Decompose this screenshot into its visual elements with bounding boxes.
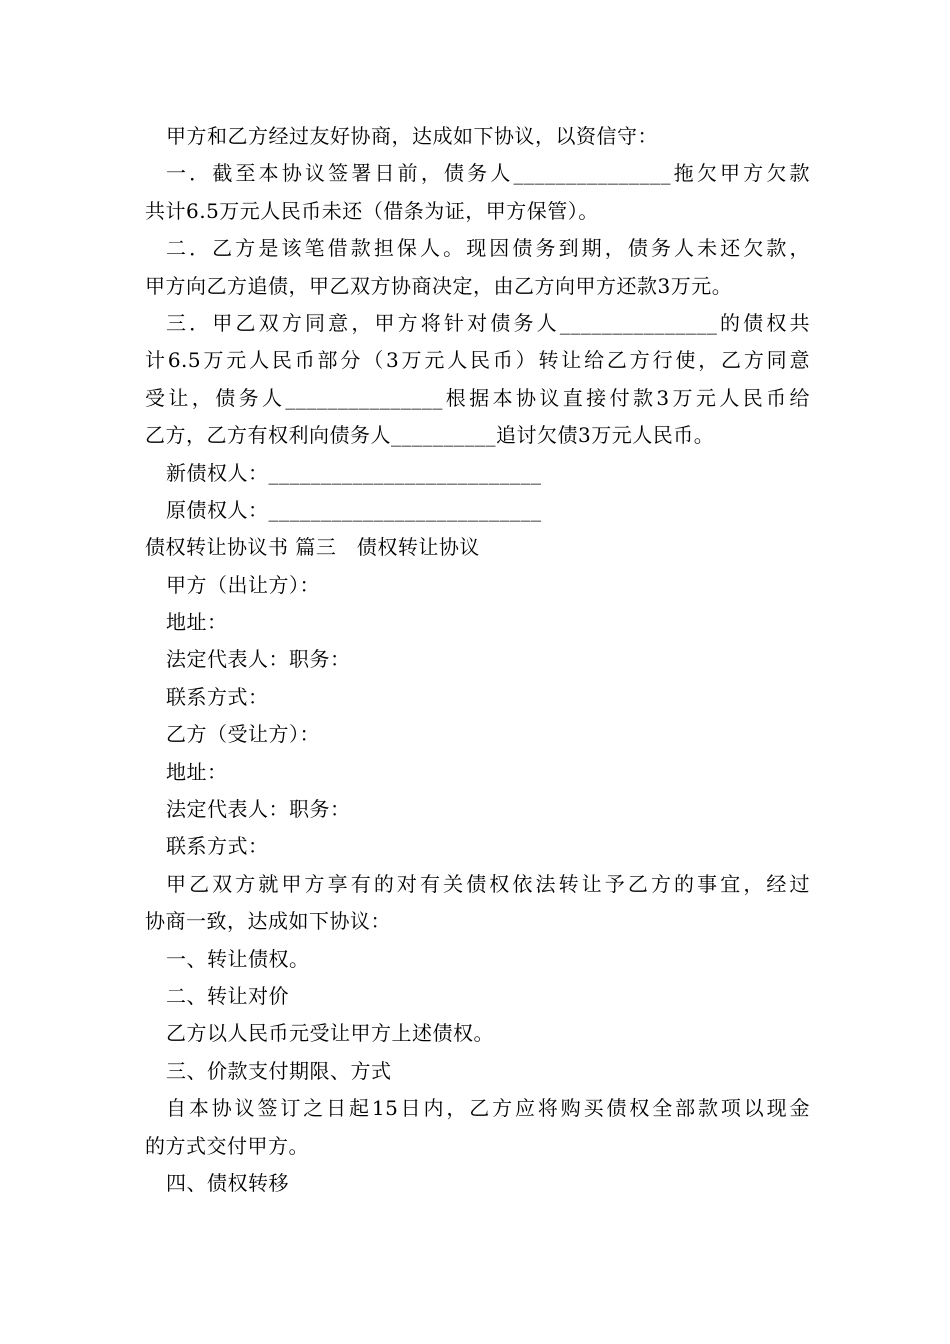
text-line: 原债权人：__________________________: [166, 497, 542, 522]
text-line: 共计6.5万元人民币未还（借条为证，甲方保管）。: [145, 198, 599, 223]
text-line: 联系方式：: [166, 684, 269, 709]
text-line: 二．乙方是该笔借款担保人。现因债务到期，债务人未还欠款，: [166, 236, 810, 261]
text-line: 地址：: [166, 759, 228, 784]
section-heading: 债权转让协议书 篇三 债权转让协议: [145, 535, 480, 560]
text-line: 受让，债务人_______________根据本协议直接付款3万元人民币给: [145, 385, 810, 410]
text-line: 地址：: [166, 610, 228, 635]
text-line: 三、价款支付期限、方式: [166, 1058, 392, 1083]
text-line: 自本协议签订之日起15日内，乙方应将购买债权全部款项以现金: [166, 1096, 810, 1121]
text-line: 四、债权转移: [166, 1170, 289, 1195]
text-line: 二、转让对价: [166, 983, 289, 1008]
text-line: 甲方向乙方追债，甲乙双方协商决定，由乙方向甲方还款3万元。: [145, 273, 733, 298]
text-line: 一、转让债权。: [166, 946, 310, 971]
text-line: 甲方和乙方经过友好协商，达成如下协议，以资信守：: [166, 124, 658, 148]
text-line: 联系方式：: [166, 834, 269, 859]
text-line: 法定代表人：职务：: [166, 797, 351, 822]
text-line: 的方式交付甲方。: [145, 1133, 309, 1158]
text-line: 计6.5万元人民币部分（3万元人民币）转让给乙方行使，乙方同意: [145, 348, 810, 373]
text-line: 甲方（出让方）：: [166, 572, 320, 597]
text-line: 一．截至本协议签署日前，债务人_______________拖欠甲方欠款: [166, 161, 810, 186]
text-line: 协商一致，达成如下协议：: [145, 909, 391, 934]
document-page: [145, 118, 810, 1202]
text-line: 法定代表人：职务：: [166, 647, 351, 672]
text-line: 甲乙双方就甲方享有的对有关债权依法转让予乙方的事宜，经过: [166, 871, 810, 896]
text-line: 三．甲乙双方同意，甲方将针对债务人_______________的债权共: [166, 310, 810, 335]
text-line: 新债权人：__________________________: [166, 460, 542, 485]
text-line: 乙方（受让方）：: [166, 722, 320, 747]
text-line: 乙方以人民币元受让甲方上述债权。: [166, 1021, 494, 1046]
text-line: 乙方，乙方有权利向债务人__________追讨欠债3万元人民币。: [145, 423, 715, 448]
